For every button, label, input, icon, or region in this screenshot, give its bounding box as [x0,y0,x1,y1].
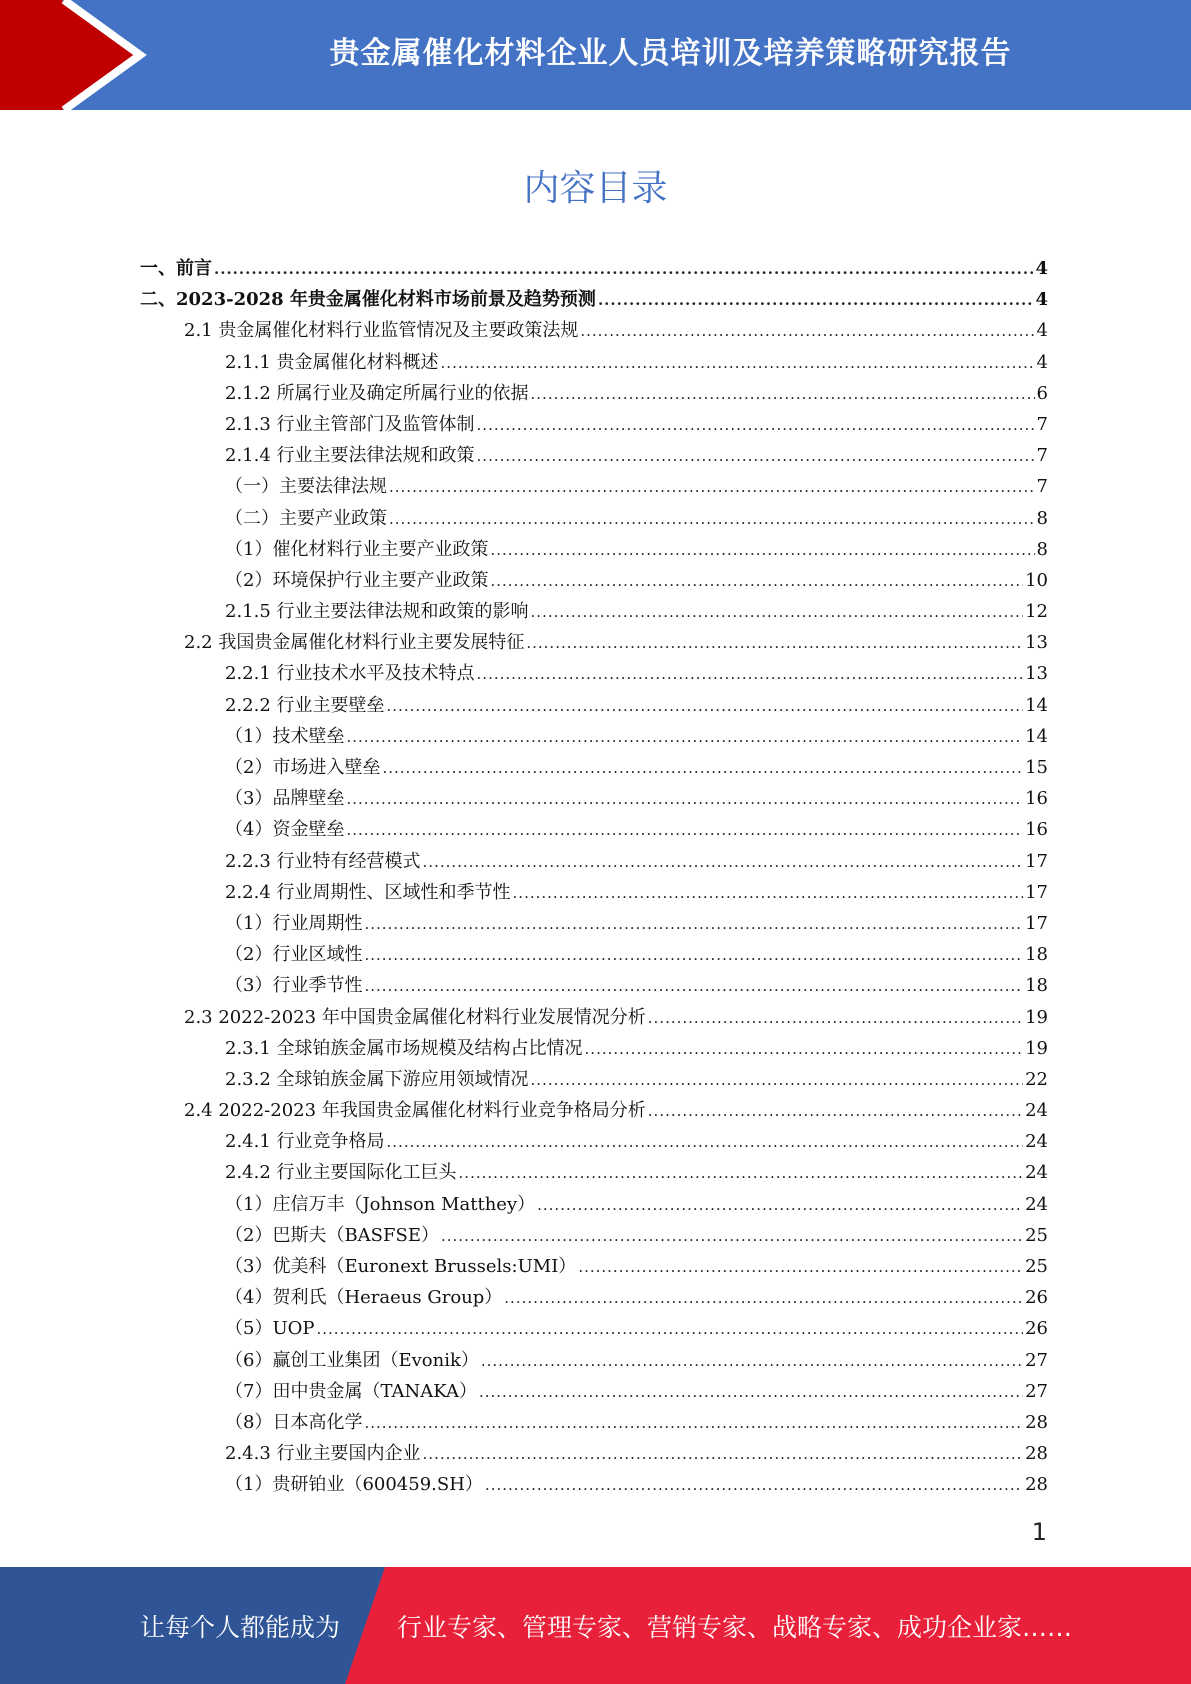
toc-entry[interactable] [140,1096,1048,1127]
toc-entry-label: 二、2023-2028 年贵金属催化材料市场前景及趋势预测 [140,289,596,311]
toc-entry[interactable] [140,254,1048,285]
toc-entry-page: 16 [1025,788,1048,810]
toc-dot-leader [387,1133,1024,1151]
toc-entry[interactable] [140,878,1048,909]
toc-dot-leader [504,1289,1023,1307]
toc-dot-leader [490,541,1034,559]
toc-entry[interactable] [140,1034,1048,1065]
toc-dot-leader [531,603,1024,621]
toc-entry-label: （2）市场进入壁垒 [225,757,381,778]
toc-dot-leader [423,853,1024,871]
toc-entry-label: （2）巴斯夫（BASFSE） [225,1224,439,1246]
toc-dot-leader [477,447,1035,465]
toc-entry[interactable] [140,535,1048,566]
toc-entry-label: （1）庄信万丰（Johnson Matthey） [225,1193,536,1215]
toc-entry-page: 12 [1025,601,1048,623]
toc-entry-page: 17 [1025,912,1048,934]
toc-entry-page: 19 [1025,1037,1048,1059]
toc-dot-leader [423,1445,1024,1463]
toc-entry-page: 6 [1036,382,1048,404]
toc-entry[interactable] [140,847,1048,878]
toc-entry-label: 2.2.4 行业周期性、区域性和季节性 [225,881,511,903]
toc-heading: 内容目录 [523,168,668,209]
toc-dot-leader [648,1009,1023,1027]
header-arrow-decoration [0,0,160,110]
toc-entry[interactable] [140,441,1048,472]
toc-entry-page: 26 [1025,1318,1048,1340]
toc-entry-page: 4 [1036,320,1048,342]
toc-entry-page: 7 [1036,476,1048,498]
toc-dot-leader [317,1320,1024,1338]
toc-dot-leader [441,354,1035,372]
toc-entry-page: 28 [1025,1411,1048,1433]
toc-dot-leader [382,759,1023,777]
toc-entry[interactable] [140,597,1048,628]
toc-entry-page: 27 [1025,1380,1048,1402]
toc-entry-label: 2.1.3 行业主管部门及监管体制 [225,413,475,435]
toc-dot-leader [490,572,1023,590]
toc-entry[interactable] [140,691,1048,722]
toc-entry-label: （3）优美科（Euronext Brussels:UMI） [225,1256,577,1277]
toc-entry[interactable] [140,504,1048,535]
toc-entry-label: （2）行业区域性 [225,944,363,966]
toc-entry[interactable] [140,566,1048,597]
toc-entry[interactable] [140,1408,1048,1439]
toc-entry[interactable] [140,1470,1048,1501]
toc-dot-leader [441,1227,1023,1245]
toc-list [140,254,1048,1502]
toc-entry[interactable] [140,285,1048,316]
toc-entry-page: 14 [1025,694,1048,716]
toc-entry-label: （3）品牌壁垒 [225,788,345,810]
toc-entry[interactable] [140,722,1048,753]
toc-entry-page: 17 [1025,850,1048,872]
toc-entry[interactable] [140,348,1048,379]
toc-dot-leader [537,1196,1023,1214]
toc-entry-page: 25 [1025,1224,1048,1246]
toc-entry[interactable] [140,1283,1048,1314]
toc-entry[interactable] [140,753,1048,784]
toc-entry-label: 2.3.2 全球铂族金属下游应用领域情况 [225,1068,529,1090]
toc-entry[interactable] [140,1252,1048,1283]
toc-entry[interactable] [140,815,1048,846]
toc-entry-page: 22 [1025,1068,1048,1090]
toc-entry-page: 4 [1036,351,1048,373]
toc-entry[interactable] [140,784,1048,815]
toc-entry-page: 7 [1036,445,1048,467]
toc-entry-label: （5）UOP [225,1318,315,1340]
toc-entry-page: 19 [1025,1006,1048,1028]
toc-entry[interactable] [140,316,1048,347]
toc-entry-label: （4）贺利氏（Heraeus Group） [225,1287,503,1309]
toc-entry-page: 10 [1025,569,1048,591]
toc-entry-label: 2.1.5 行业主要法律法规和政策的影响 [225,601,529,623]
toc-entry-label: 2.4.2 行业主要国际化工巨头 [225,1162,457,1184]
toc-entry-label: 2.1.4 行业主要法律法规和政策 [225,445,475,467]
toc-entry[interactable] [140,1127,1048,1158]
toc-dot-leader [598,291,1034,309]
toc-entry-page: 8 [1036,507,1048,529]
toc-entry-label: （1）催化材料行业主要产业政策 [225,538,489,560]
toc-entry[interactable] [140,971,1048,1002]
toc-dot-leader [389,478,1035,496]
toc-dot-leader [477,665,1024,683]
toc-entry-page: 17 [1025,881,1048,903]
toc-entry-label: （3）行业季节性 [225,975,363,997]
toc-entry-page: 13 [1025,663,1048,685]
toc-entry-page: 13 [1025,632,1048,654]
toc-entry-page: 14 [1025,725,1048,747]
toc-entry-page: 4 [1035,289,1048,311]
toc-entry-page: 18 [1025,944,1048,966]
toc-entry-label: （8）日本高化学 [225,1411,363,1433]
toc-entry-label: （4）资金壁垒 [225,819,345,841]
toc-dot-leader [531,1071,1024,1089]
toc-entry[interactable] [140,1158,1048,1189]
toc-entry-label: 2.1.1 贵金属催化材料概述 [225,351,439,373]
toc-entry-label: （1）贵研铂业（600459.SH） [225,1474,483,1496]
toc-entry-page: 24 [1025,1193,1048,1215]
toc-entry[interactable] [140,909,1048,940]
toc-entry-page: 4 [1035,258,1048,279]
toc-entry-page: 8 [1036,538,1048,560]
toc-dot-leader [580,322,1034,340]
toc-dot-leader [477,416,1035,434]
toc-entry-label: 2.2.3 行业特有经营模式 [225,850,421,872]
footer-band [0,1567,1191,1684]
toc-entry-label: 2.2 我国贵金属催化材料行业主要发展特征 [184,632,525,654]
toc-dot-leader [578,1258,1023,1276]
toc-entry-page: 25 [1025,1256,1048,1277]
toc-entry[interactable] [140,1377,1048,1408]
toc-dot-leader [364,977,1023,995]
footer-slogan-left: 让每个人都能成为 [140,1612,341,1642]
toc-entry[interactable] [140,472,1048,503]
toc-entry-label: 2.3 2022-2023 年中国贵金属催化材料行业发展情况分析 [184,1006,646,1028]
toc-entry[interactable] [140,1003,1048,1034]
toc-dot-leader [481,1352,1023,1370]
toc-entry-page: 27 [1025,1349,1048,1371]
toc-dot-leader [585,1040,1024,1058]
toc-entry[interactable] [140,1221,1048,1252]
page-number: 1 [1031,1518,1047,1546]
toc-entry-page: 26 [1025,1287,1048,1309]
footer-slogan-right: 行业专家、管理专家、营销专家、战略专家、成功企业家…… [397,1612,1073,1642]
toc-entry-label: （2）环境保护行业主要产业政策 [225,569,489,591]
toc-entry-page: 24 [1025,1162,1048,1184]
toc-entry-label: （1）技术壁垒 [225,725,345,747]
toc-entry[interactable] [140,628,1048,659]
toc-entry-label: 2.4.3 行业主要国内企业 [225,1443,421,1465]
toc-dot-leader [346,728,1023,746]
toc-entry[interactable] [140,1346,1048,1377]
toc-entry-page: 28 [1025,1443,1048,1465]
header-band [0,0,1191,110]
toc-entry-page: 24 [1025,1100,1048,1122]
toc-entry-page: 24 [1025,1131,1048,1153]
toc-entry[interactable] [140,659,1048,690]
toc-entry[interactable] [140,1065,1048,1096]
toc-dot-leader [387,697,1024,715]
toc-entry-label: 2.3.1 全球铂族金属市场规模及结构占比情况 [225,1037,583,1059]
toc-dot-leader [364,946,1023,964]
toc-dot-leader [364,915,1023,933]
toc-entry-page: 15 [1025,757,1048,778]
toc-entry[interactable] [140,1439,1048,1470]
toc-dot-leader [479,1383,1023,1401]
report-title: 贵金属催化材料企业人员培训及培养策略研究报告 [329,36,1012,71]
toc-entry-label: 2.4.1 行业竞争格局 [225,1131,385,1153]
toc-entry-label: （二）主要产业政策 [225,507,387,529]
toc-dot-leader [459,1164,1024,1182]
toc-dot-leader [531,385,1035,403]
toc-entry-label: （6）赢创工业集团（Evonik） [225,1349,479,1371]
toc-dot-leader [346,821,1023,839]
toc-dot-leader [526,634,1023,652]
toc-dot-leader [389,510,1035,528]
toc-entry[interactable] [140,379,1048,410]
toc-entry-page: 7 [1036,413,1048,435]
toc-dot-leader [346,790,1023,808]
toc-entry-page: 18 [1025,975,1048,997]
toc-entry-label: 一、前言 [140,258,212,279]
toc-entry-label: （一）主要法律法规 [225,476,387,498]
toc-dot-leader [214,260,1033,278]
toc-entry-label: 2.2.1 行业技术水平及技术特点 [225,663,475,685]
toc-entry[interactable] [140,410,1048,441]
toc-dot-leader [513,884,1024,902]
toc-entry-label: 2.4 2022-2023 年我国贵金属催化材料行业竞争格局分析 [184,1100,646,1122]
toc-entry-label: （7）田中贵金属（TANAKA） [225,1380,477,1402]
toc-entry-page: 28 [1025,1474,1048,1496]
toc-entry[interactable] [140,1190,1048,1221]
toc-entry-page: 16 [1025,819,1048,841]
toc-entry[interactable] [140,940,1048,971]
toc-dot-leader [485,1476,1023,1494]
toc-dot-leader [364,1414,1023,1432]
toc-entry-label: 2.1.2 所属行业及确定所属行业的依据 [225,382,529,404]
toc-entry-label: 2.2.2 行业主要壁垒 [225,694,385,716]
toc-dot-leader [648,1102,1023,1120]
toc-entry[interactable] [140,1314,1048,1345]
toc-entry-label: （1）行业周期性 [225,912,363,934]
toc-entry-label: 2.1 贵金属催化材料行业监管情况及主要政策法规 [184,320,579,342]
